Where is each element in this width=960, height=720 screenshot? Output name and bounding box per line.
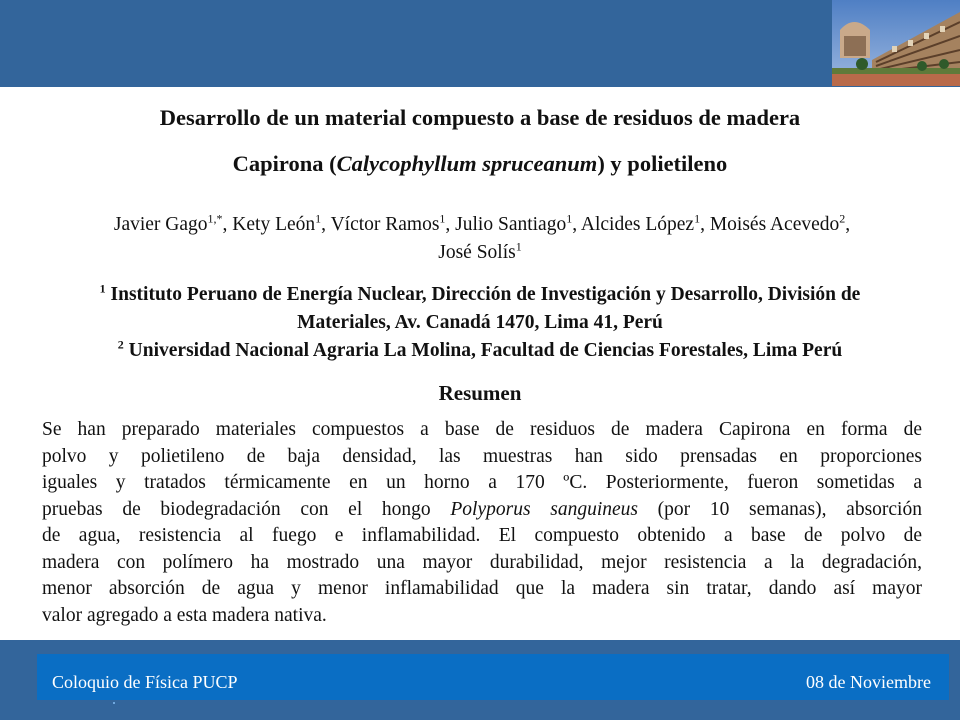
abstract-line: iguales y tratados térmicamente en un horno a 170 ºC. Posteriormente, fueron sometidas a [42, 472, 922, 493]
author-sep: , [845, 214, 851, 235]
author-sep: , [572, 214, 581, 235]
title-part-a: Capirona ( [232, 151, 337, 176]
abstract-line: valor agregado a esta madera nativa. [42, 604, 327, 626]
author-name: Víctor Ramos [330, 214, 440, 235]
paper-title-line1: Desarrollo de un material compuesto a base de residuos de madera [159, 105, 801, 130]
author-sep: , [321, 214, 331, 235]
footer-dot [113, 702, 115, 704]
author-sup: 1 [694, 211, 701, 226]
affiliation-sup: 1 [99, 281, 106, 296]
abstract-body [42, 417, 922, 629]
paper-title-line2 [0, 151, 960, 177]
affiliation-sup: 2 [117, 337, 124, 352]
abstract-line: polvo y polietileno de baja densidad, las muestras han sido prensadas en proporciones [42, 445, 922, 467]
authors-line1 [42, 211, 922, 238]
header-band [0, 0, 960, 87]
fungus-name: Polyporus sanguineus [450, 498, 638, 520]
abstract-line [42, 497, 922, 524]
abstract-line: menor absorción de agua y menor inflamabilidad que la madera sin tratar, dando así mayor [42, 578, 922, 599]
author-name: Kety León [232, 214, 316, 235]
author-name: José Solís [438, 242, 516, 263]
abstract-heading: Resumen [438, 381, 522, 405]
species-name: Calycophyllum spruceanum [336, 151, 598, 176]
abstract-line: de agua, resistencia al fuego e inflamabilidad. El compuesto obtenido a base de polvo de [42, 525, 922, 546]
author-name: Julio Santiago [455, 214, 567, 235]
affiliation-text: Instituto Peruano de Energía Nuclear, Dirección de Investigación y Desarrollo, División de [110, 284, 861, 305]
affiliation-1-line2: Materiales, Av. Canadá 1470, Lima 41, Perú [297, 312, 663, 333]
footer-event: Coloquio de Física PUCP [52, 672, 238, 692]
authors-line2 [0, 239, 960, 266]
author-sep: , [222, 214, 233, 235]
author-sup: 1 [315, 211, 322, 226]
author-sep: , [445, 214, 456, 235]
author-name: Javier Gago [113, 214, 208, 235]
author-sup: 1 [566, 211, 573, 226]
affiliation-text: Universidad Nacional Agraria La Molina, Facultad de Ciencias Forestales, Lima Perú [128, 340, 843, 361]
abstract-line: madera con polímero ha mostrado una mayor durabilidad, mejor resistencia a la degradación, [42, 551, 922, 573]
author-sup: 1,* [207, 211, 223, 226]
affiliation-2 [0, 337, 960, 364]
affiliation-1-line1 [0, 281, 960, 308]
abstract-line: Se han preparado materiales compuestos a base de residuos de madera Capirona en forma de [42, 419, 922, 440]
author-sep: , [700, 214, 710, 235]
author-sup: 1 [439, 211, 446, 226]
author-sup: 1 [515, 239, 522, 254]
author-name: Moisés Acevedo [709, 214, 840, 235]
abstract-line-part: pruebas de biodegradación con el hongo [42, 498, 451, 520]
author-name: Alcides López [580, 214, 695, 235]
footer-date: 08 de Noviembre [806, 672, 931, 692]
paper-abstract-slide [0, 87, 960, 640]
building-photo-icon [832, 0, 960, 86]
author-sup: 2 [839, 211, 846, 226]
abstract-line-part: (por 10 semanas), absorción [637, 498, 922, 520]
title-part-b: ) y polietileno [597, 151, 728, 176]
